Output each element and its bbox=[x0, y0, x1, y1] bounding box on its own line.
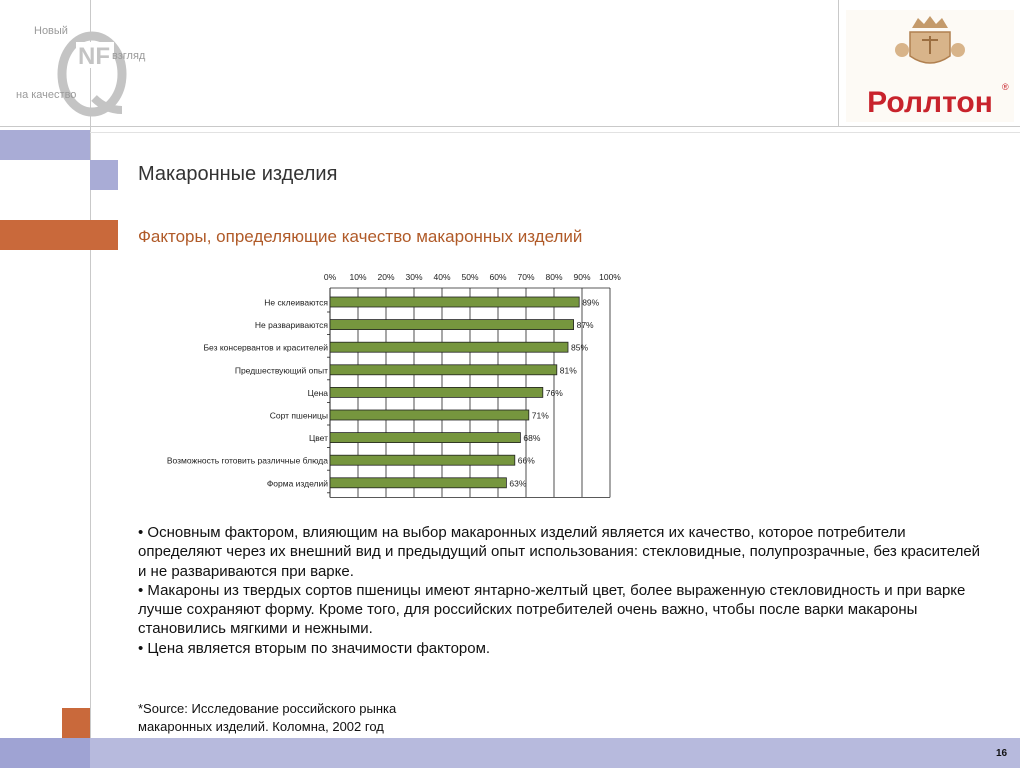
page-number: 16 bbox=[996, 748, 1008, 759]
bullet-list bbox=[138, 523, 988, 658]
category-label: Возможность готовить различные блюда bbox=[166, 455, 328, 466]
logo-mark: NF bbox=[78, 43, 110, 70]
logo-word-bottom: на качество bbox=[16, 89, 77, 101]
data-label: 68% bbox=[523, 433, 541, 444]
category-label: Форма изделий bbox=[266, 478, 328, 489]
x-tick-label: 60% bbox=[489, 272, 507, 282]
bar bbox=[330, 342, 568, 352]
header-divider-line bbox=[838, 0, 839, 126]
bar bbox=[330, 455, 515, 465]
x-tick-label: 70% bbox=[517, 272, 535, 282]
footer-bar-left bbox=[0, 738, 90, 768]
bullet-2: • Макароны из твердых сортов пшеницы имеют янтарно-желтый цвет, более выраженную стекловидность и при варке лучше сохраняют форму. Кроме того, для российских потребителей очень важно, чтобы после варки макароны становились мягкими и нежными. bbox=[138, 581, 966, 638]
brand-crest-icon bbox=[846, 10, 1014, 122]
x-tick-label: 30% bbox=[405, 272, 423, 282]
slide-subtitle: Факторы, определяющие качество макаронных изделий bbox=[138, 227, 583, 246]
category-label: Предшествующий опыт bbox=[234, 365, 328, 376]
x-tick-label: 50% bbox=[461, 272, 479, 282]
source-line-2: макаронных изделий. Коломна, 2002 год bbox=[138, 719, 384, 734]
category-label: Без консервантов и красителей bbox=[203, 342, 328, 353]
source-line-1: *Source: Исследование российского рынка bbox=[138, 701, 397, 716]
footer-bar bbox=[0, 738, 1020, 768]
x-tick-label: 100% bbox=[599, 272, 621, 282]
data-label: 71% bbox=[531, 410, 549, 421]
title-marker-blue bbox=[90, 160, 118, 190]
data-label: 81% bbox=[559, 365, 577, 376]
bar bbox=[330, 365, 557, 375]
data-label: 76% bbox=[545, 387, 563, 398]
header-bottom-line-2 bbox=[90, 132, 1020, 133]
nf-quality-logo bbox=[14, 18, 164, 118]
category-label: Цвет bbox=[308, 433, 328, 444]
brand-registered-mark: ® bbox=[1002, 82, 1009, 92]
data-label: 89% bbox=[582, 297, 600, 308]
footer-marker-orange bbox=[62, 708, 90, 738]
x-tick-label: 0% bbox=[323, 272, 337, 282]
x-tick-label: 10% bbox=[349, 272, 367, 282]
logo-word-mid: взгляд bbox=[112, 50, 146, 62]
brand-name: Роллтон bbox=[867, 86, 993, 119]
bar bbox=[330, 320, 574, 330]
bullet-3: • Цена является вторым по значимости фактором. bbox=[138, 639, 491, 657]
category-label: Не склеиваются bbox=[264, 297, 328, 308]
x-tick-label: 90% bbox=[573, 272, 591, 282]
x-tick-label: 20% bbox=[377, 272, 395, 282]
brand-logo bbox=[846, 10, 1014, 122]
bar bbox=[330, 297, 579, 307]
bar bbox=[330, 410, 529, 420]
data-label: 85% bbox=[571, 342, 589, 353]
source-note bbox=[138, 700, 396, 736]
category-label: Цена bbox=[307, 387, 328, 398]
bar bbox=[330, 387, 543, 397]
bar bbox=[330, 478, 506, 488]
x-tick-label: 40% bbox=[433, 272, 451, 282]
quality-factors-bar-chart bbox=[140, 262, 640, 502]
bar bbox=[330, 433, 520, 443]
x-tick-label: 80% bbox=[545, 272, 563, 282]
subtitle-marker-orange bbox=[0, 220, 118, 250]
category-label: Сорт пшеницы bbox=[269, 410, 328, 421]
data-label: 63% bbox=[509, 478, 527, 489]
category-label: Не развариваются bbox=[254, 320, 328, 331]
data-label: 66% bbox=[517, 455, 535, 466]
side-accent-blue bbox=[0, 130, 90, 160]
data-label: 87% bbox=[576, 320, 594, 331]
slide-title: Макаронные изделия bbox=[138, 163, 338, 185]
bullet-1: • Основным фактором, влияющим на выбор макаронных изделий является их качество, которое потребители определяют через их внешний вид и предыдущий опыт использования: стекловидные, полупрозрачные, без красителей и не развариваются при варке. bbox=[138, 524, 981, 580]
logo-word-top: Новый bbox=[34, 25, 68, 37]
header-bottom-line bbox=[0, 126, 1020, 127]
